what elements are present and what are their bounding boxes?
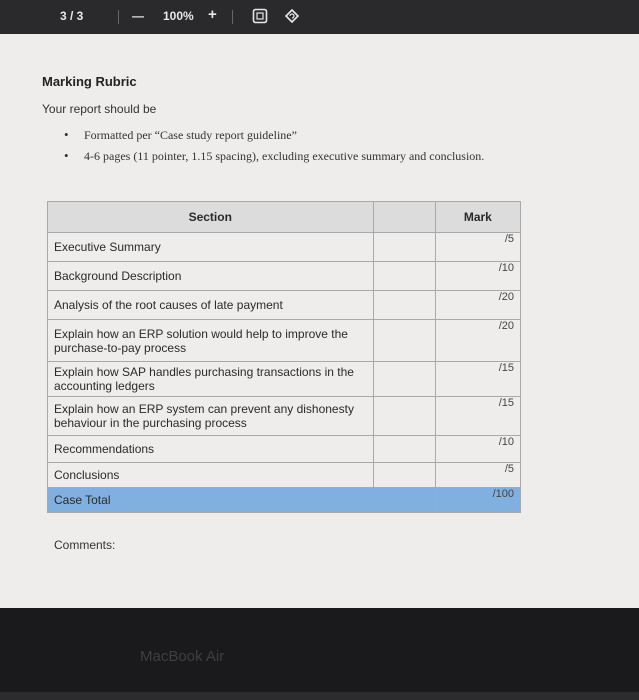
fit-page-icon[interactable] [252, 8, 268, 29]
rotate-icon[interactable] [284, 8, 300, 29]
section-cell: Executive Summary [48, 233, 374, 262]
table-row [48, 291, 521, 320]
mark-cell: /10 [435, 436, 520, 463]
table-row [48, 262, 521, 291]
section-cell: Explain how an ERP system can prevent any dishonesty behaviour in the purchasing process [48, 397, 374, 436]
bezel-label: MacBook Air [140, 648, 225, 665]
page-title: Marking Rubric [42, 74, 137, 89]
mark-header: Mark [435, 202, 520, 233]
blank-cell [373, 463, 435, 488]
blank-cell [373, 436, 435, 463]
rubric-table [47, 201, 521, 513]
table-row [48, 320, 521, 362]
table-row [48, 362, 521, 397]
blank-header [373, 202, 435, 233]
table-row [48, 436, 521, 463]
blank-cell [373, 320, 435, 362]
table-row [48, 397, 521, 436]
keyboard-edge [0, 692, 639, 700]
toolbar-divider [118, 10, 119, 24]
mark-cell: /20 [435, 320, 520, 362]
toolbar-divider [232, 10, 233, 24]
pdf-toolbar [0, 0, 639, 34]
total-row [48, 488, 521, 513]
blank-cell [373, 262, 435, 291]
blank-cell [373, 362, 435, 397]
zoom-in-button[interactable]: + [208, 6, 217, 23]
table-header-row [48, 202, 521, 233]
blank-cell [373, 488, 435, 513]
mark-cell: /5 [435, 233, 520, 262]
section-cell: Conclusions [48, 463, 374, 488]
blank-cell [373, 291, 435, 320]
mark-cell: /20 [435, 291, 520, 320]
zoom-out-button[interactable]: — [132, 9, 144, 23]
total-label-cell: Case Total [48, 488, 374, 513]
list-item: • Formatted per “Case study report guideline” [60, 128, 484, 149]
document-page [0, 34, 639, 608]
table-row [48, 233, 521, 262]
laptop-bezel [0, 608, 639, 700]
section-cell: Analysis of the root causes of late payment [48, 291, 374, 320]
list-item: • 4-6 pages (11 pointer, 1.15 spacing), excluding executive summary and conclusion. [60, 149, 484, 170]
section-cell: Explain how an ERP solution would help to improve the purchase-to-pay process [48, 320, 374, 362]
blank-cell [373, 397, 435, 436]
comments-label: Comments: [54, 538, 116, 552]
total-mark-cell: /100 [435, 488, 520, 513]
mark-cell: /5 [435, 463, 520, 488]
requirements-list [60, 128, 484, 170]
mark-cell: /10 [435, 262, 520, 291]
table-row [48, 463, 521, 488]
section-header: Section [48, 202, 374, 233]
section-cell: Recommendations [48, 436, 374, 463]
page-indicator[interactable]: 3 / 3 [60, 9, 84, 23]
mark-cell: /15 [435, 397, 520, 436]
section-cell: Background Description [48, 262, 374, 291]
mark-cell: /15 [435, 362, 520, 397]
zoom-level[interactable]: 100% [163, 9, 194, 23]
blank-cell [373, 233, 435, 262]
section-cell: Explain how SAP handles purchasing transactions in the accounting ledgers [48, 362, 374, 397]
intro-text: Your report should be [42, 102, 157, 116]
